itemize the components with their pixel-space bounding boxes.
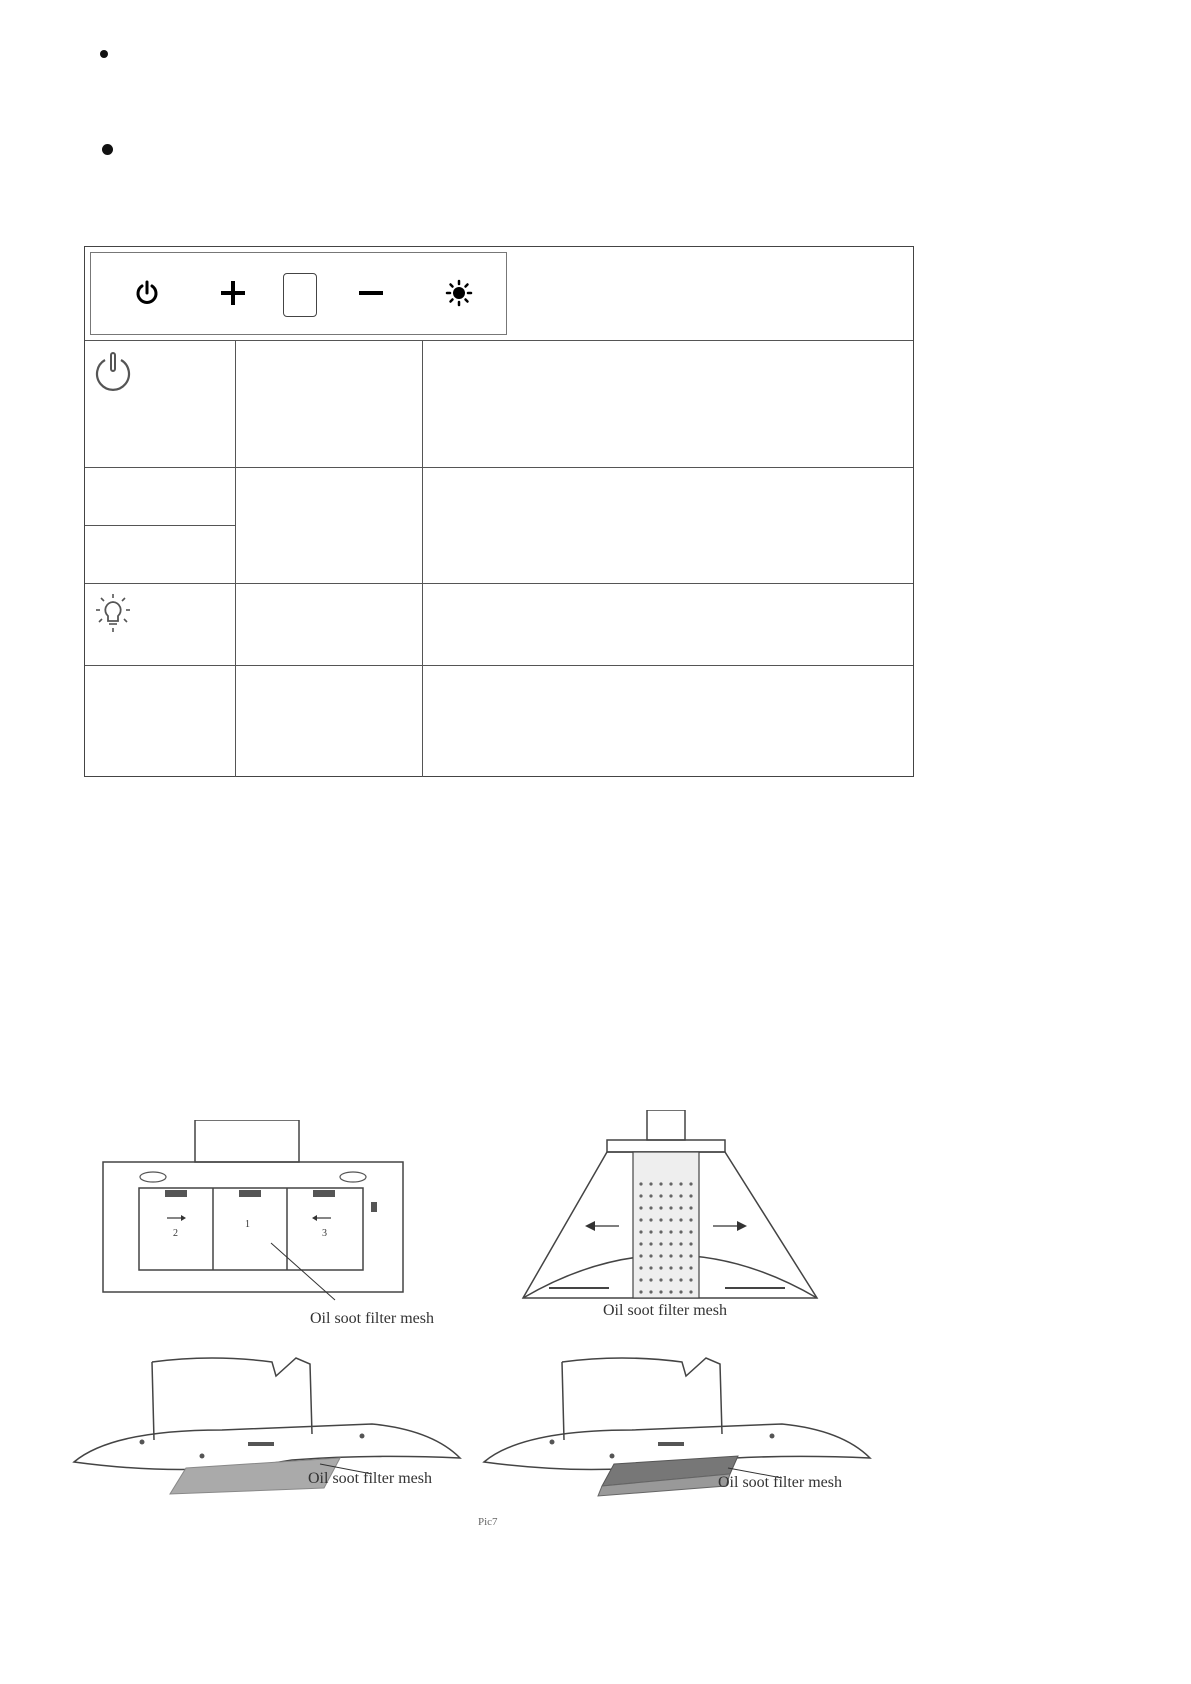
table-row [91,351,135,395]
plus-button[interactable] [215,275,251,311]
table-divider [85,583,913,584]
light-bulb-icon [92,592,134,634]
light-icon [445,279,473,307]
plus-icon [219,279,247,307]
table-row [91,591,135,635]
table-column-divider [235,340,236,777]
power-outline-icon [92,352,134,394]
table-divider [85,340,913,341]
table-divider [85,467,913,468]
minus-icon [357,279,385,307]
curved-hood-left-figure [72,1350,492,1510]
bullet-point-1 [100,50,108,58]
filter-number-2: 2 [173,1228,178,1239]
pyramid-hood-drawing [515,1110,835,1310]
light-button[interactable] [441,275,477,311]
curved-hood-right-figure [482,1350,902,1510]
filter-number-1: 1 [245,1219,250,1230]
minus-button[interactable] [353,275,389,311]
figure-caption: Pic7 [478,1516,498,1528]
filter-mesh-label: Oil soot filter mesh [718,1474,842,1491]
filter-mesh-label: Oil soot filter mesh [308,1470,432,1487]
filter-number-3: 3 [322,1228,327,1239]
hood-front-view-drawing [95,1120,475,1320]
control-function-table [84,246,914,777]
speed-display-window [283,273,317,317]
power-icon [134,280,160,306]
bullet-point-2 [102,144,113,155]
filter-mesh-label: Oil soot filter mesh [603,1302,727,1319]
table-divider [85,665,913,666]
power-button[interactable] [129,275,165,311]
table-column-divider [422,340,423,777]
filter-mesh-label: Oil soot filter mesh [310,1310,434,1327]
pyramid-hood-figure [515,1110,835,1330]
table-divider [85,525,235,526]
control-panel-illustration [90,252,507,335]
hood-front-view-figure [95,1120,475,1340]
